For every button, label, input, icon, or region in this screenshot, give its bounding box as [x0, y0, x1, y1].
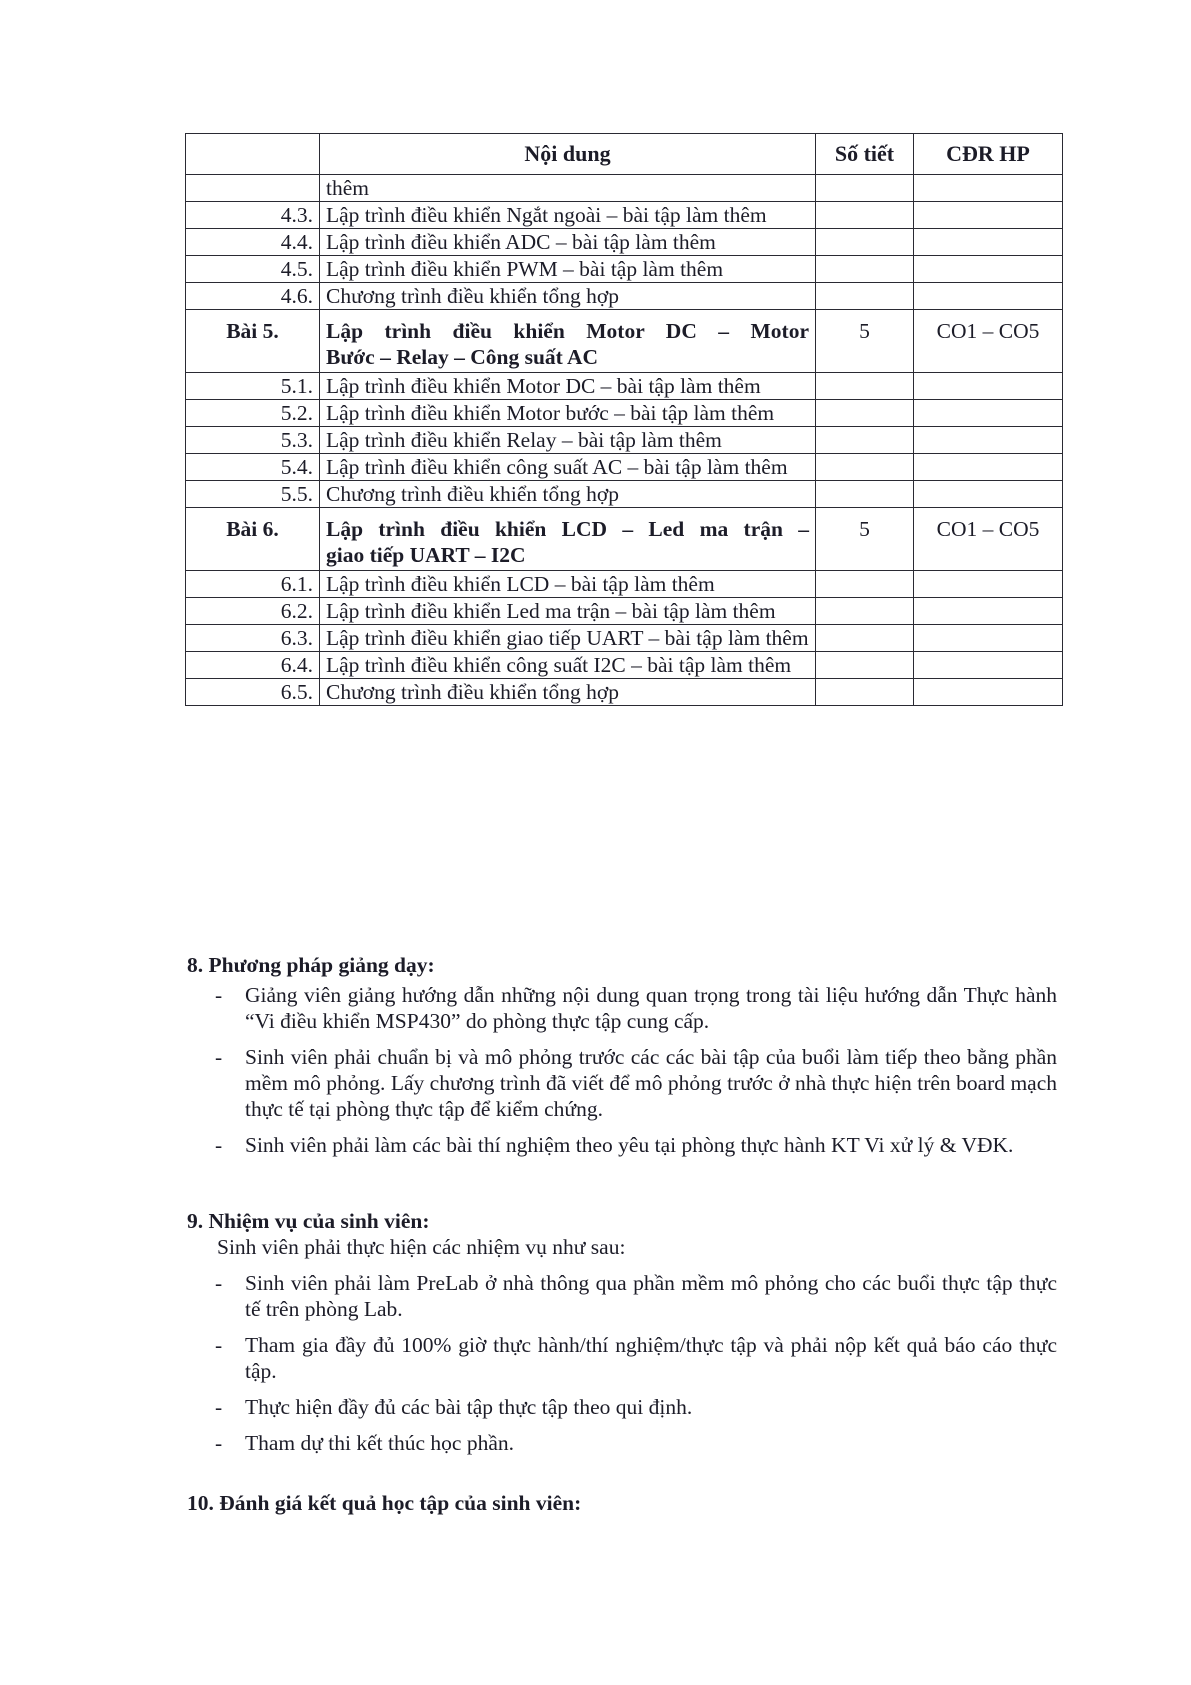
row-cdr: CO1 – CO5	[914, 310, 1063, 373]
row-content: Lập trình điều khiển giao tiếp UART – bài tập làm thêm	[320, 625, 816, 652]
header-cdr: CĐR HP	[914, 134, 1063, 175]
row-cdr	[914, 598, 1063, 625]
row-content: Lập trình điều khiển Motor DC – bài tập làm thêm	[320, 373, 816, 400]
row-cdr	[914, 283, 1063, 310]
row-content: Lập trình điều khiển công suất I2C – bài tập làm thêm	[320, 652, 816, 679]
row-index: Bài 6.	[186, 508, 320, 571]
row-index: 6.4.	[186, 652, 320, 679]
header-hours: Số tiết	[816, 134, 914, 175]
row-content: Lập trình điều khiển LCD – bài tập làm thêm	[320, 571, 816, 598]
table-row	[186, 679, 1063, 706]
section-student-duties	[187, 1208, 1057, 1456]
row-hours	[816, 652, 914, 679]
table-row	[186, 625, 1063, 652]
table-row	[186, 400, 1063, 427]
table-row	[186, 652, 1063, 679]
row-index: 5.2.	[186, 400, 320, 427]
row-cdr	[914, 427, 1063, 454]
row-content: Lập trình điều khiển Led ma trận – bài tập làm thêm	[320, 598, 816, 625]
row-index: 6.1.	[186, 571, 320, 598]
row-hours	[816, 202, 914, 229]
table-row	[186, 481, 1063, 508]
row-hours	[816, 283, 914, 310]
section-teaching-methods	[187, 952, 1057, 1158]
row-cdr	[914, 625, 1063, 652]
lesson-title-line: Lập trình điều khiển LCD – Led ma trận –	[326, 517, 809, 541]
section-heading: 9. Nhiệm vụ của sinh viên:	[187, 1209, 430, 1233]
table-row	[186, 229, 1063, 256]
lesson-title-line: Bước – Relay – Công suất AC	[326, 345, 599, 369]
table-header-row	[186, 134, 1063, 175]
row-content: Lập trình điều khiển ADC – bài tập làm thêm	[320, 229, 816, 256]
list-item-text: Giảng viên giảng hướng dẫn những nội dung quan trọng trong tài liệu hướng dẫn Thực hành “Vi điều khiển MSP430” do phòng thực tập cung cấp.	[245, 983, 1057, 1033]
list-item-text: Tham dự thi kết thúc học phần.	[245, 1431, 514, 1455]
row-index: 5.1.	[186, 373, 320, 400]
row-index: 5.4.	[186, 454, 320, 481]
row-cdr	[914, 571, 1063, 598]
row-hours	[816, 229, 914, 256]
bullet-dash: -	[215, 1431, 223, 1455]
table-row	[186, 202, 1063, 229]
header-content: Nội dung	[320, 134, 816, 175]
lesson-title-line: giao tiếp UART – I2C	[326, 543, 526, 567]
row-hours	[816, 571, 914, 598]
row-hours	[816, 598, 914, 625]
row-hours	[816, 256, 914, 283]
row-cdr	[914, 175, 1063, 202]
list-item	[187, 1270, 1057, 1322]
bullet-dash: -	[215, 1045, 223, 1069]
section-heading: 10. Đánh giá kết quả học tập của sinh viên:	[187, 1491, 582, 1515]
row-content: Chương trình điều khiển tổng hợp	[320, 679, 816, 706]
lesson-title	[320, 310, 816, 373]
list-item-text: Thực hiện đầy đủ các bài tập thực tập theo qui định.	[245, 1395, 693, 1419]
section-intro: Sinh viên phải thực hiện các nhiệm vụ như sau:	[217, 1235, 626, 1259]
bullet-dash: -	[215, 1133, 223, 1157]
list-item-text: Sinh viên phải chuẩn bị và mô phỏng trước các các bài tập của buổi làm tiếp theo bằng phần mềm mô phỏng. Lấy chương trình đã viết để mô phỏng trước ở nhà thực hiện trên board mạch thực tế tại phòng thực tập để kiểm chứng.	[245, 1045, 1057, 1121]
row-hours	[816, 679, 914, 706]
list-item-text: Tham gia đầy đủ 100% giờ thực hành/thí nghiệm/thực tập và phải nộp kết quả báo cáo thực tập.	[245, 1333, 1057, 1383]
list-item-text: Sinh viên phải làm các bài thí nghiệm theo yêu tại phòng thực hành KT Vi xử lý & VĐK.	[245, 1133, 1014, 1157]
row-cdr	[914, 256, 1063, 283]
row-index	[186, 175, 320, 202]
row-cdr	[914, 373, 1063, 400]
table-row-lesson	[186, 310, 1063, 373]
row-index: 6.3.	[186, 625, 320, 652]
header-index	[186, 134, 320, 175]
row-hours	[816, 625, 914, 652]
row-content: Chương trình điều khiển tổng hợp	[320, 283, 816, 310]
row-content: Chương trình điều khiển tổng hợp	[320, 481, 816, 508]
row-cdr	[914, 454, 1063, 481]
table-body	[186, 175, 1063, 706]
table-row	[186, 283, 1063, 310]
list-item	[187, 982, 1057, 1034]
row-cdr: CO1 – CO5	[914, 508, 1063, 571]
row-cdr	[914, 652, 1063, 679]
row-hours	[816, 175, 914, 202]
row-index: Bài 5.	[186, 310, 320, 373]
row-index: 4.6.	[186, 283, 320, 310]
row-content: Lập trình điều khiển PWM – bài tập làm thêm	[320, 256, 816, 283]
list-item	[187, 1430, 1057, 1456]
row-index: 4.5.	[186, 256, 320, 283]
row-content: thêm	[320, 175, 816, 202]
row-content: Lập trình điều khiển Ngắt ngoài – bài tập làm thêm	[320, 202, 816, 229]
row-content: Lập trình điều khiển công suất AC – bài tập làm thêm	[320, 454, 816, 481]
table-row	[186, 454, 1063, 481]
table-row	[186, 373, 1063, 400]
row-cdr	[914, 400, 1063, 427]
bullet-dash: -	[215, 1333, 223, 1357]
row-cdr	[914, 202, 1063, 229]
row-hours: 5	[816, 310, 914, 373]
row-index: 4.3.	[186, 202, 320, 229]
table-row	[186, 175, 1063, 202]
row-content: Lập trình điều khiển Relay – bài tập làm thêm	[320, 427, 816, 454]
list-item	[187, 1332, 1057, 1384]
row-content: Lập trình điều khiển Motor bước – bài tập làm thêm	[320, 400, 816, 427]
table-row-lesson	[186, 508, 1063, 571]
list-item	[187, 1394, 1057, 1420]
list-item-text: Sinh viên phải làm PreLab ở nhà thông qua phần mềm mô phỏng cho các buổi thực tập thực tế trên phòng Lab.	[245, 1271, 1057, 1321]
row-cdr	[914, 481, 1063, 508]
lesson-title-line: Lập trình điều khiển Motor DC – Motor	[326, 319, 809, 343]
row-hours	[816, 373, 914, 400]
row-cdr	[914, 679, 1063, 706]
row-cdr	[914, 229, 1063, 256]
section-heading: 8. Phương pháp giảng dạy:	[187, 953, 435, 977]
row-index: 6.2.	[186, 598, 320, 625]
bullet-dash: -	[215, 1395, 223, 1419]
bullet-dash: -	[215, 983, 223, 1007]
row-hours	[816, 400, 914, 427]
table-row	[186, 427, 1063, 454]
row-index: 5.3.	[186, 427, 320, 454]
section-assessment	[187, 1490, 1057, 1516]
row-index: 6.5.	[186, 679, 320, 706]
course-content-table	[185, 133, 1063, 706]
table-row	[186, 598, 1063, 625]
row-hours	[816, 481, 914, 508]
lesson-title	[320, 508, 816, 571]
bullet-dash: -	[215, 1271, 223, 1295]
row-hours	[816, 427, 914, 454]
table-row	[186, 571, 1063, 598]
table-row	[186, 256, 1063, 283]
row-hours	[816, 454, 914, 481]
list-item	[187, 1132, 1057, 1158]
row-index: 4.4.	[186, 229, 320, 256]
row-hours: 5	[816, 508, 914, 571]
row-index: 5.5.	[186, 481, 320, 508]
list-item	[187, 1044, 1057, 1122]
